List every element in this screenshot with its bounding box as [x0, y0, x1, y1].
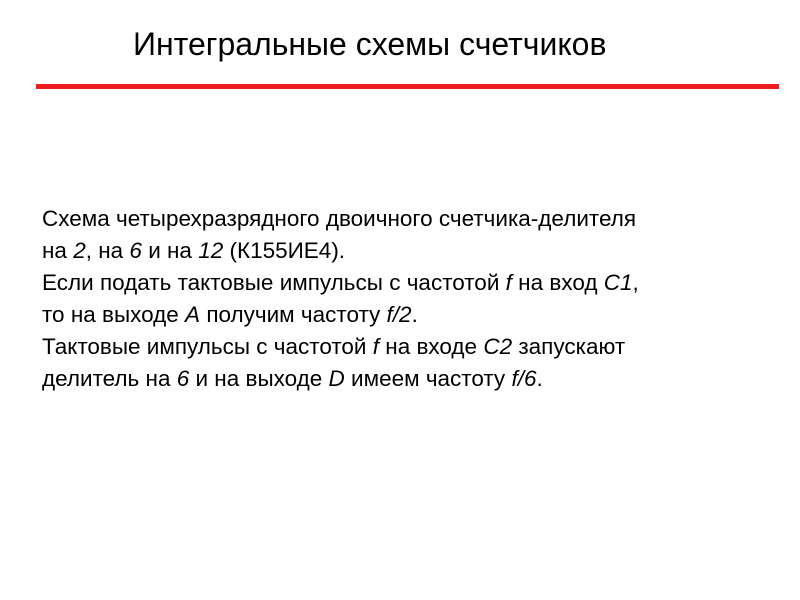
- text-run: получим частоту: [200, 302, 387, 327]
- slide-title: Интегральные схемы счетчиков: [133, 26, 607, 62]
- italic-value: 12: [198, 238, 224, 263]
- italic-value: f: [505, 270, 512, 295]
- text-run: .: [411, 302, 418, 327]
- text-line: [42, 267, 782, 299]
- text-line: [42, 235, 782, 267]
- italic-value: D: [328, 366, 345, 391]
- italic-value: f/2: [386, 302, 412, 327]
- text-run: (К155ИЕ4).: [223, 238, 346, 263]
- italic-value: f: [372, 334, 380, 359]
- text-run: , на: [85, 238, 130, 263]
- italic-value: f/6: [511, 366, 537, 391]
- text-run: то на выходе: [42, 302, 186, 327]
- text-run: имеем частоту: [344, 366, 512, 391]
- text-run: и на: [141, 238, 199, 263]
- text-run: и на выходе: [189, 366, 329, 391]
- text-run: запускают: [512, 334, 626, 359]
- text-run: Схема четырехразрядного двоичного счетчика-делителя: [42, 206, 637, 231]
- text-line: [42, 331, 782, 363]
- title-divider: [36, 84, 779, 89]
- text-run: делитель на: [42, 366, 177, 391]
- text-run: Если подать тактовые импульсы с частотой: [42, 270, 506, 295]
- text-run: на входе: [379, 334, 484, 359]
- slide-body-text: [42, 203, 782, 395]
- text-line: [42, 299, 782, 331]
- italic-value: 6: [176, 366, 190, 391]
- text-line: [42, 203, 782, 235]
- text-run: Тактовые импульсы с частотой: [42, 334, 373, 359]
- text-run: на вход: [511, 270, 604, 295]
- italic-value: 2: [73, 238, 86, 263]
- italic-value: С1: [603, 270, 633, 295]
- italic-value: А: [185, 302, 201, 327]
- text-line: [42, 363, 782, 395]
- text-run: ,: [632, 270, 639, 295]
- italic-value: С2: [483, 334, 513, 359]
- italic-value: 6: [129, 238, 142, 263]
- text-run: на: [42, 238, 74, 263]
- text-run: .: [536, 366, 543, 391]
